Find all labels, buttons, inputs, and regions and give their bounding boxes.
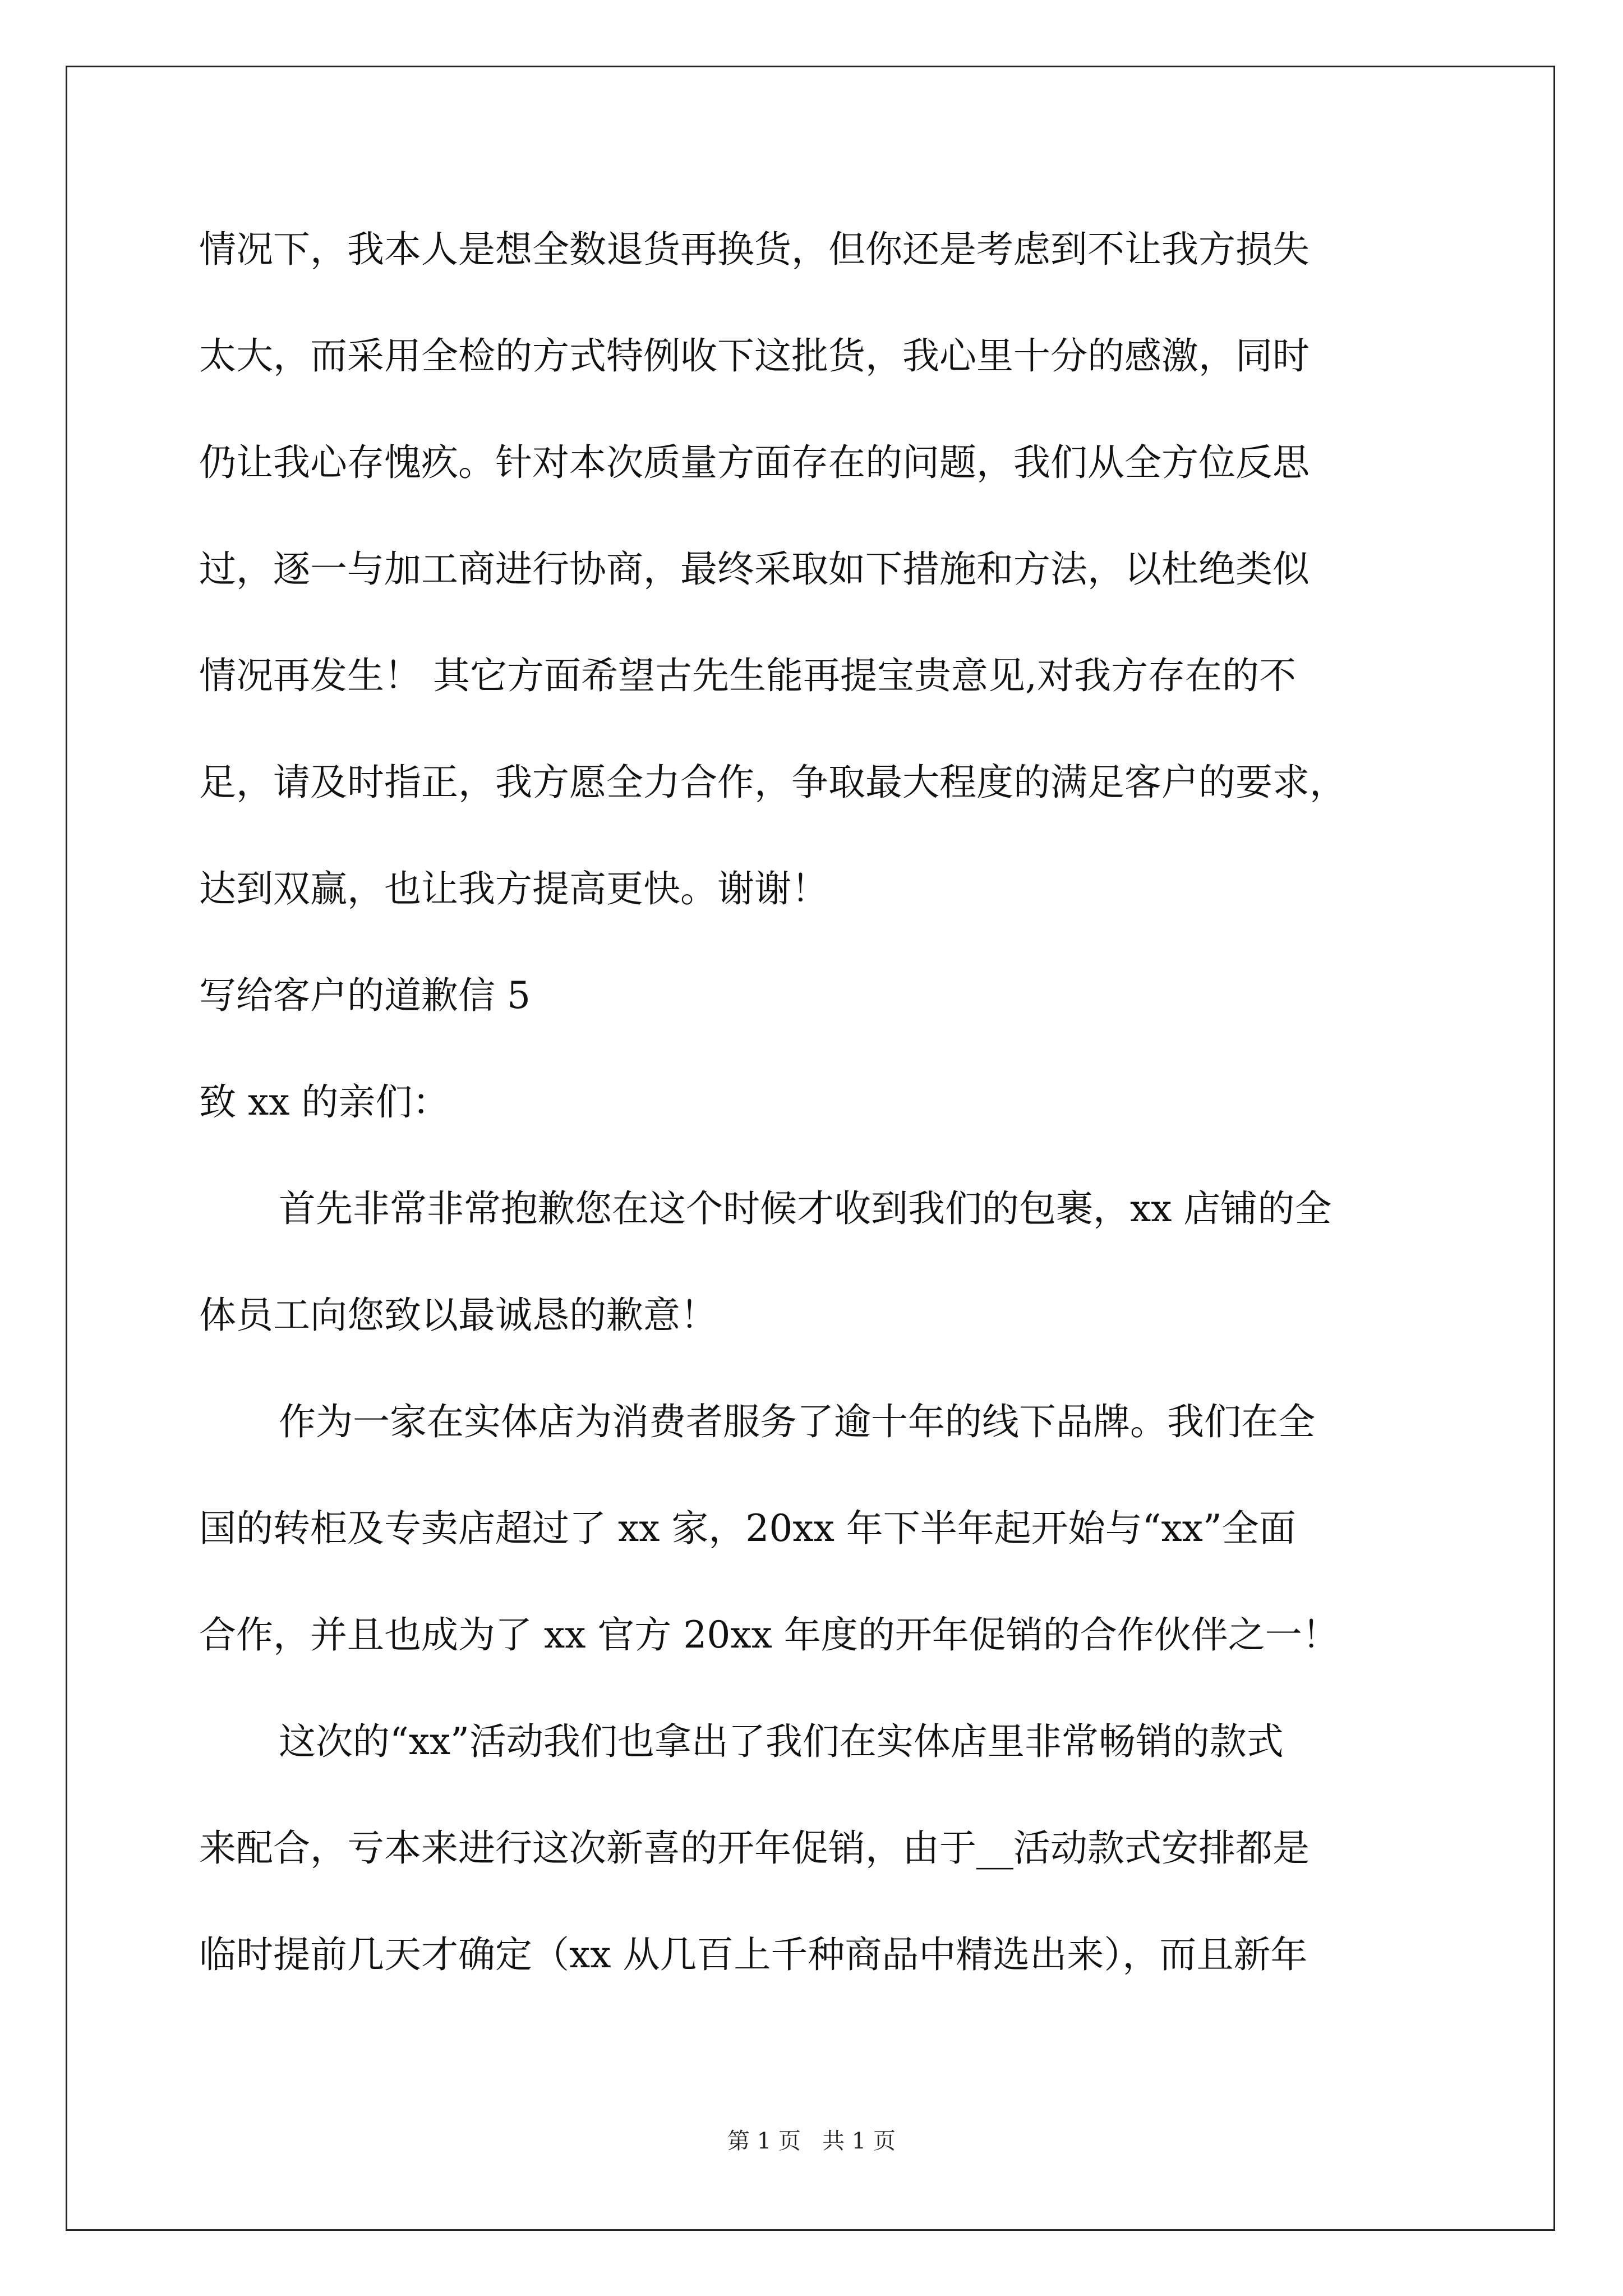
section-heading: 写给客户的道歉信 5 (199, 974, 531, 1017)
paragraph-line: 仍让我心存愧疚。针对本次质量方面存在的问题，我们从全方位反思 (199, 441, 1310, 484)
paragraph-line: 过，逐一与加工商进行协商，最终采取如下措施和方法，以杜绝类似 (199, 547, 1310, 591)
paragraph-line: 这次的“xx”活动我们也拿出了我们在实体店里非常畅销的款式 (279, 1720, 1284, 1763)
paragraph-line: 国的转柜及专卖店超过了 xx 家，20xx 年下半年起开始与“xx”全面 (199, 1507, 1296, 1550)
paragraph-line: 来配合，亏本来进行这次新喜的开年促销，由于__活动款式安排都是 (199, 1826, 1310, 1870)
paragraph-line: 作为一家在实体店为消费者服务了逾十年的线下品牌。我们在全 (279, 1400, 1315, 1443)
page-number-footer: 第 1 页 共 1 页 (727, 2128, 896, 2154)
paragraph-line: 体员工向您致以最诚恳的歉意！ (199, 1294, 717, 1337)
paragraph-line: 临时提前几天才确定（xx 从几百上千种商品中精选出来），而且新年 (199, 1933, 1308, 1976)
page-border (66, 66, 1555, 2231)
paragraph-line: 足，请及时指正，我方愿全力合作，争取最大程度的满足客户的要求， (199, 761, 1347, 804)
paragraph-line: 情况下，我本人是想全数退货再换货，但你还是考虑到不让我方损失 (199, 228, 1310, 271)
paragraph-line: 情况再发生！ 其它方面希望古先生能再提宝贵意见,对我方存在的不 (199, 654, 1296, 697)
salutation: 致 xx 的亲们： (199, 1080, 450, 1124)
paragraph-line: 合作，并且也成为了 xx 官方 20xx 年度的开年促销的合作伙伴之一！ (199, 1613, 1339, 1657)
paragraph-line: 首先非常非常抱歉您在这个时候才收到我们的包裹，xx 店铺的全 (279, 1187, 1332, 1230)
paragraph-line: 达到双赢，也让我方提高更快。谢谢！ (199, 867, 828, 910)
paragraph-line: 太大，而采用全检的方式特例收下这批货，我心里十分的感激，同时 (199, 334, 1310, 378)
